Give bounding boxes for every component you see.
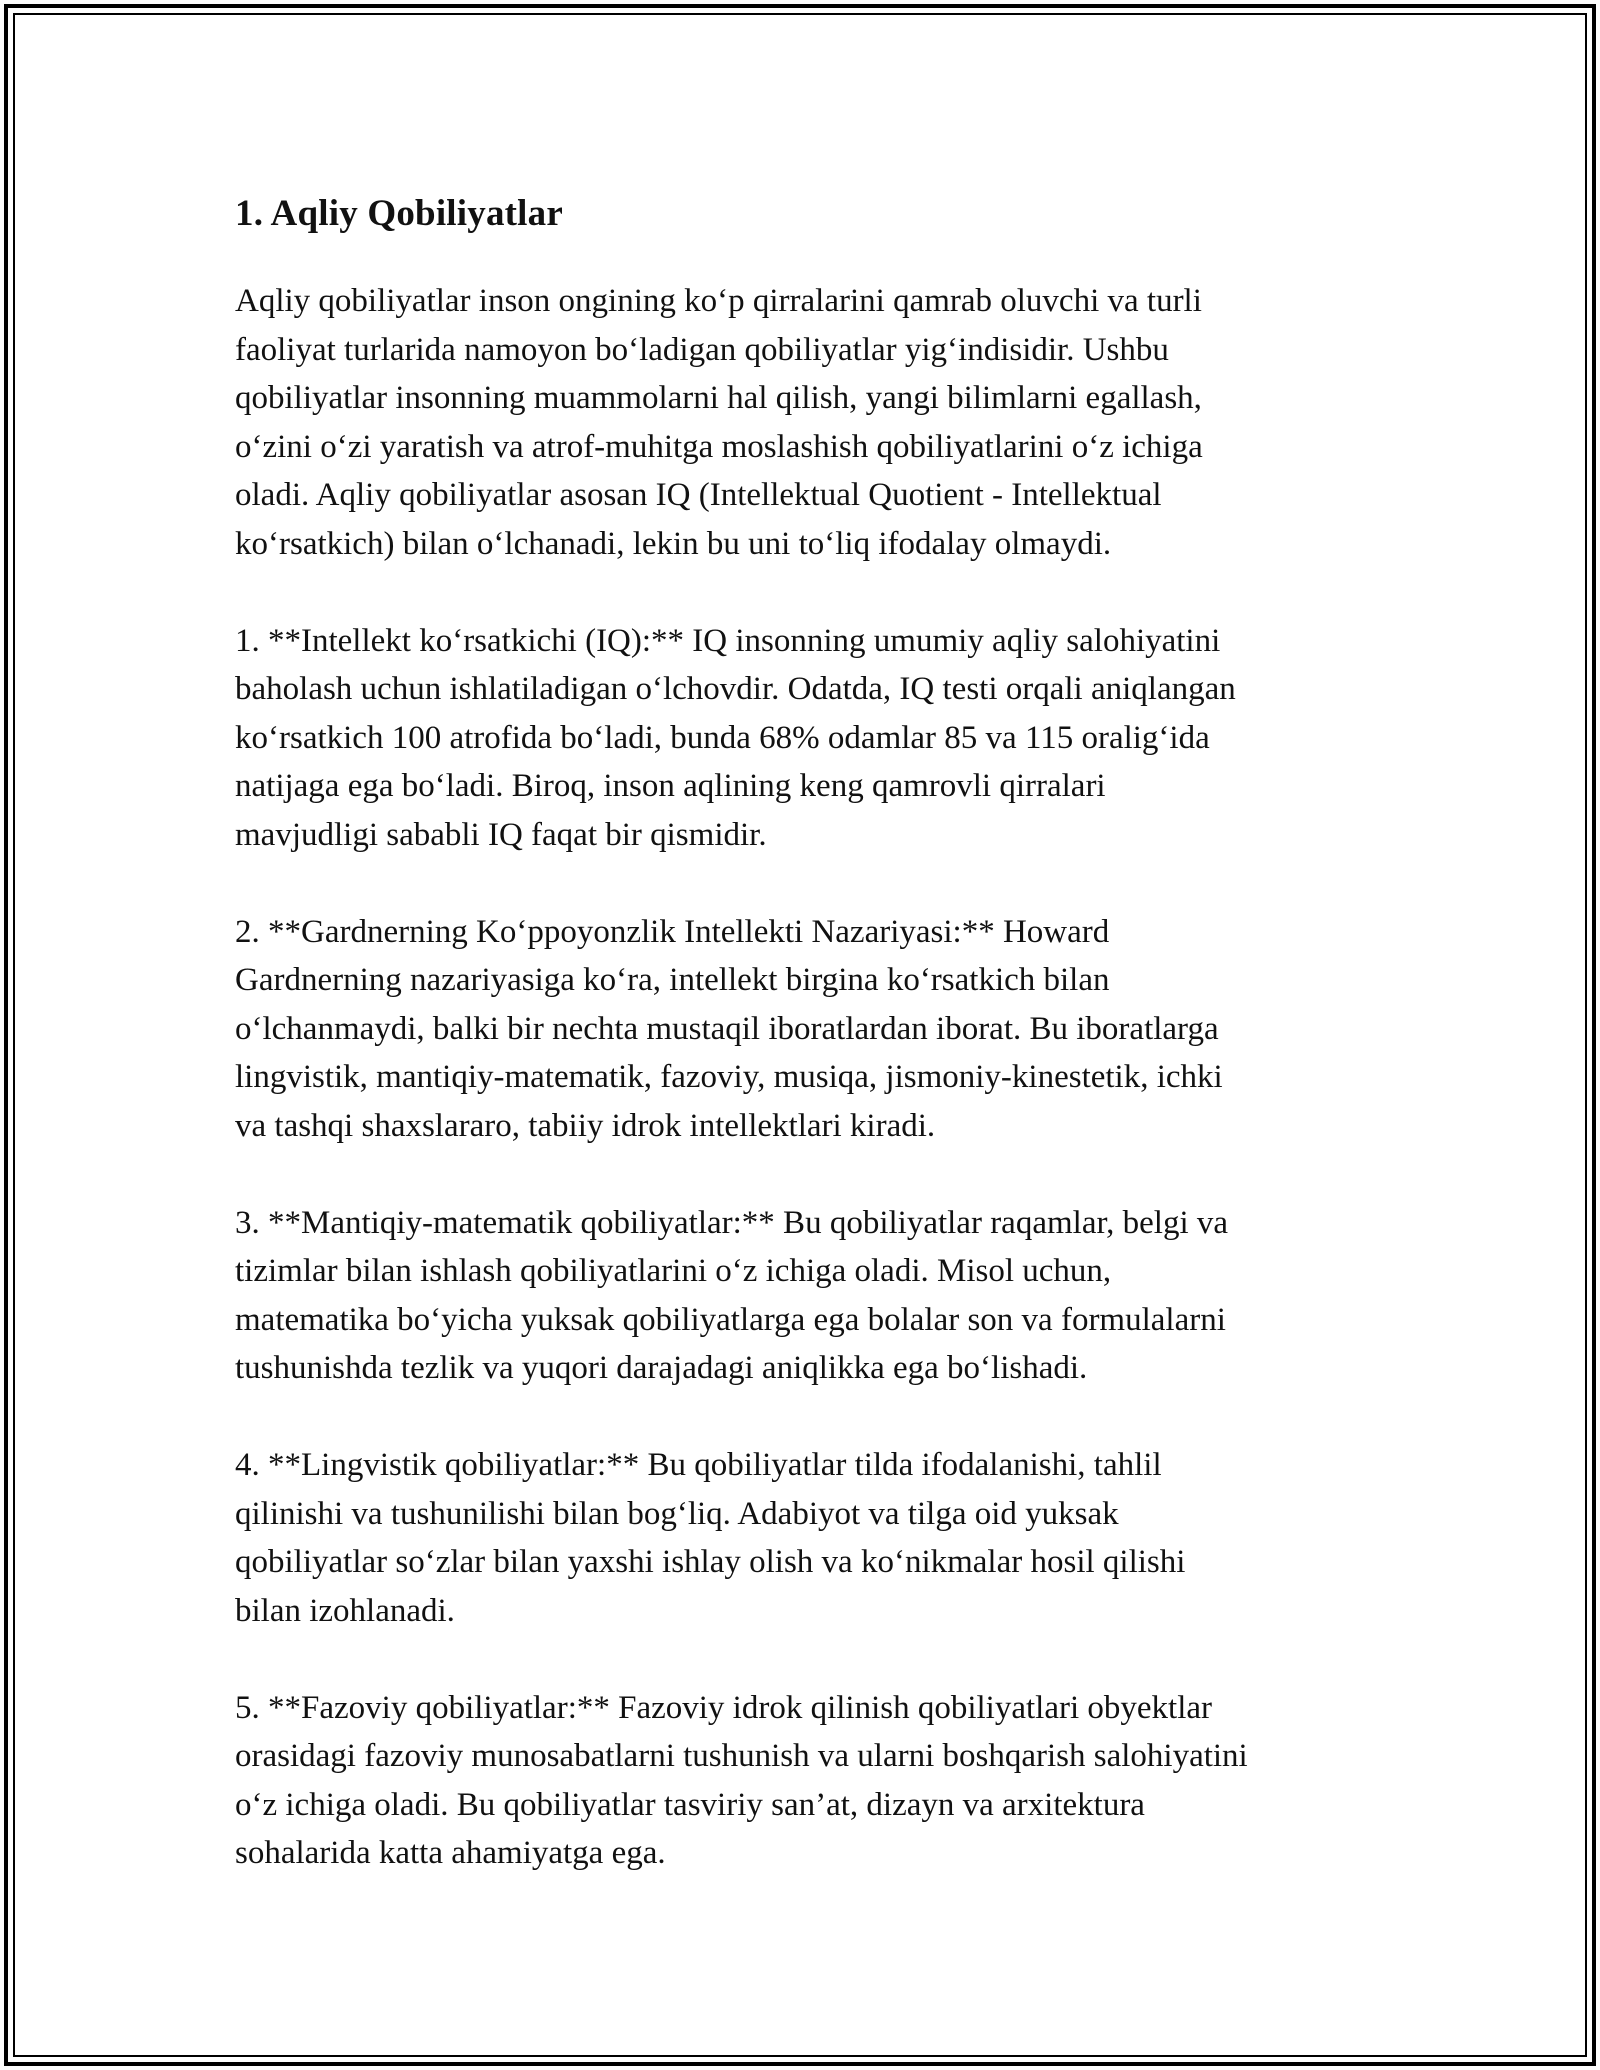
intro-paragraph: Aqliy qobiliyatlar inson ongining koʻp qirralarini qamrab oluvchi va turli faoliyat turlarida namoyon boʻladigan qobiliyatlar yigʻindisidir. Ushbu qobiliyatlar insonning muammolarni hal qilish, yangi bilimlarni egallash, oʻzini oʻzi yaratish va atrof-muhitga moslashish qobiliyatlarini oʻz ichiga oladi. Aqliy qobiliyatlar asosan IQ (Intellektual Quotient - Intellektual koʻrsatkich) bilan oʻlchanadi, lekin bu uni toʻliq ifodalay olmaydi. — [235, 283, 1203, 562]
list-item-logical-math: 3. **Mantiqiy-matematik qobiliyatlar:** Bu qobiliyatlar raqamlar, belgi va tizimlar bilan ishlash qobiliyatlarini oʻz ichiga oladi. Misol uchun, matematika boʻyicha yuksak qobiliyatlarga ega bolalar son va formulalarni tushunishda tezlik va yuqori darajadagi aniqlikka ega boʻlishadi. — [235, 1204, 1229, 1386]
list-item-gardner: 2. **Gardnerning Koʻppoyonzlik Intellekti Nazariyasi:** Howard Gardnerning nazariyasiga koʻra, intellekt birgina koʻrsatkich bilan oʻlchanmaydi, balki bir nechta mustaqil iboratlardan iborat. Bu iboratlarga lingvistik, mantiqiy-matematik, fazoviy, musiqa, jismoniy-kinestetik, ichki va tashqi shaxslararo, tabiiy idrok intellektlari kiradi. — [235, 913, 1223, 1144]
list-item-spatial: 5. **Fazoviy qobiliyatlar:** Fazoviy idrok qilinish qobiliyatlari obyektlar orasidagi fazoviy munosabatlarni tushunish va ularni boshqarish salohiyatini oʻz ichiga oladi. Bu qobiliyatlar tasviriy san’at, dizayn va arxitektura sohalarida katta ahamiyatga ega. — [235, 1689, 1248, 1871]
list-item-linguistic: 4. **Lingvistik qobiliyatlar:** Bu qobiliyatlar tilda ifodalanishi, tahlil qilinishi va tushunilishi bilan bogʻliq. Adabiyot va tilga oid yuksak qobiliyatlar soʻzlar bilan yaxshi ishlay olish va koʻnikmalar hosil qilishi bilan izohlanadi. — [235, 1447, 1186, 1629]
list-item-iq: 1. **Intellekt koʻrsatkichi (IQ):** IQ insonning umumiy aqliy salohiyatini baholash uchun ishlatiladigan oʻlchovdir. Odatda, IQ testi orqali aniqlangan koʻrsatkich 100 atrofida boʻladi, bunda 68% odamlar 85 va 115 oraligʻida natijaga ega boʻladi. Biroq, inson aqlining keng qamrovli qirralari mavjudligi sababli IQ faqat bir qismidir. — [235, 622, 1236, 853]
section-heading: 1. Aqliy Qobiliyatlar — [235, 193, 563, 234]
document-body — [235, 185, 1385, 1926]
